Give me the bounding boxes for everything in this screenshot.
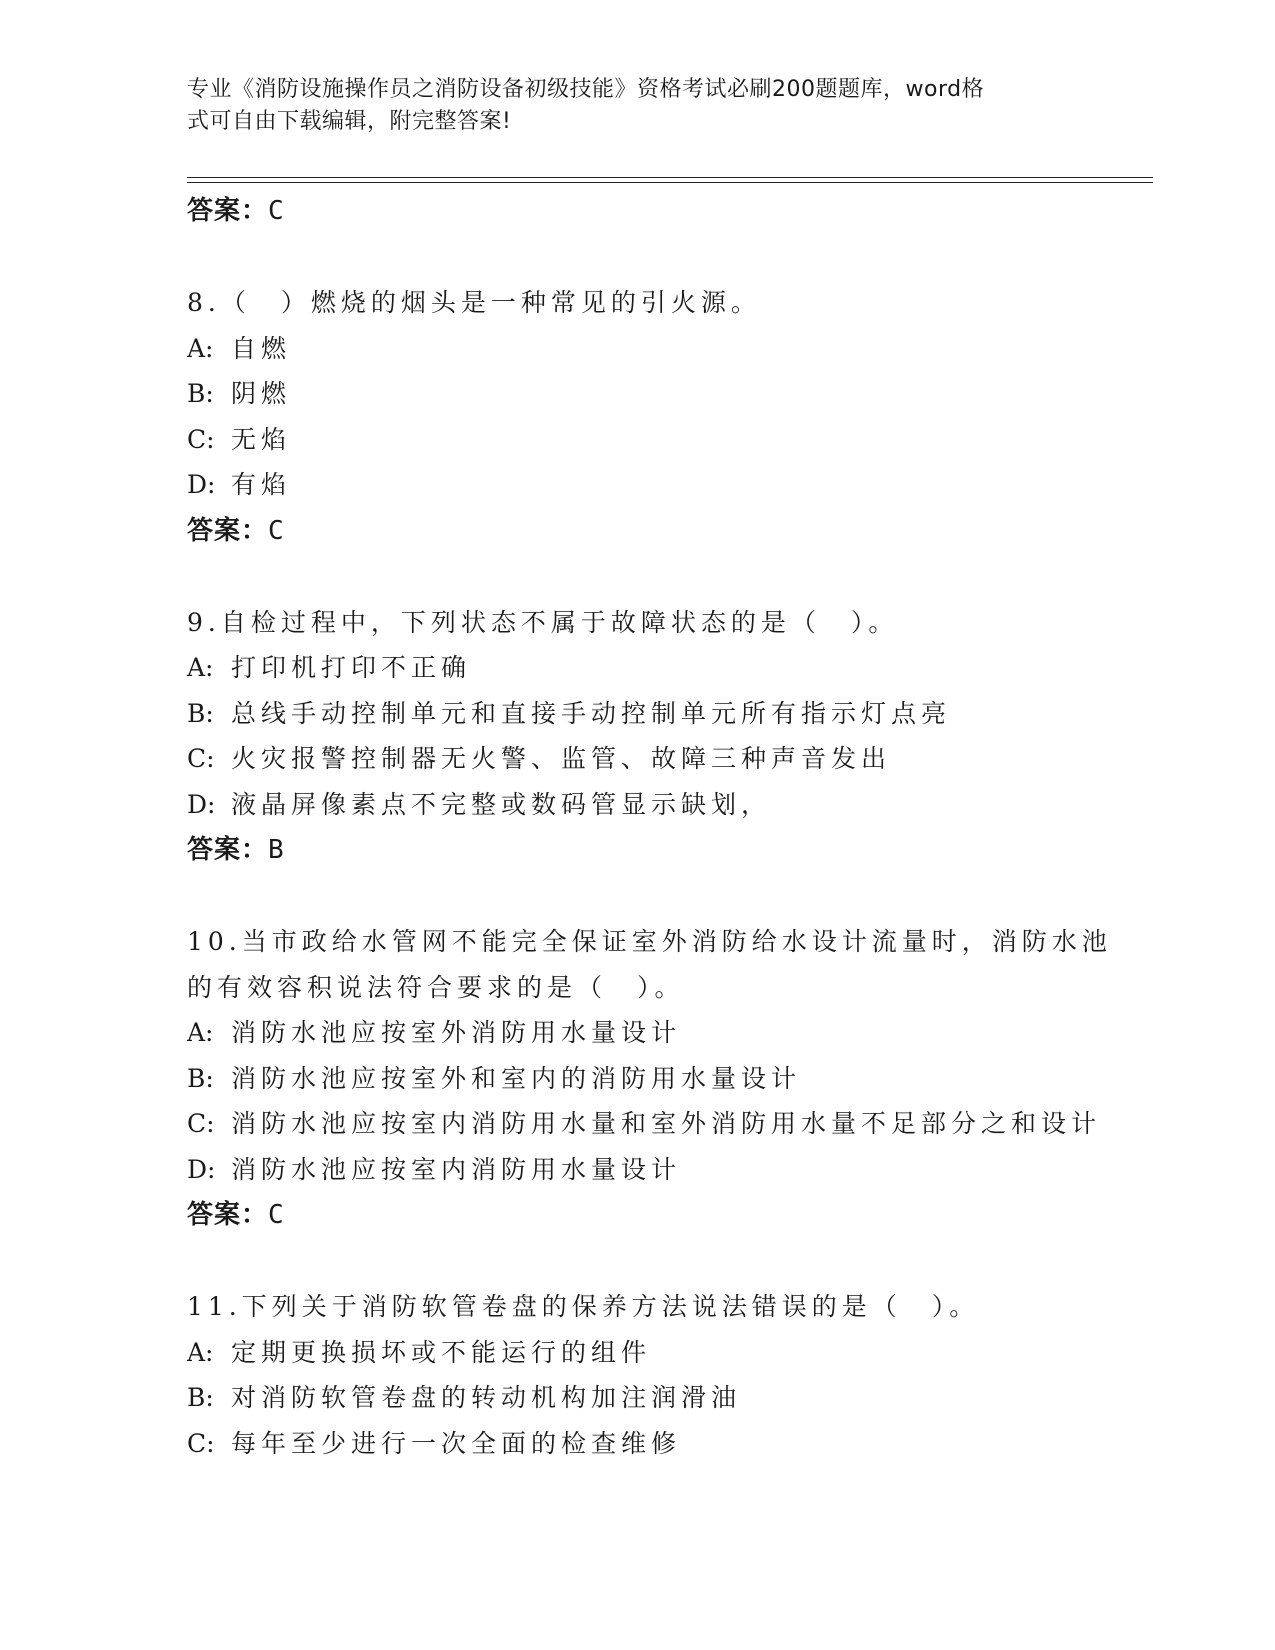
option-label: B:	[187, 1383, 214, 1412]
option-label: A:	[187, 333, 214, 363]
option-label: A:	[187, 1018, 214, 1047]
option-label: B:	[187, 379, 214, 408]
option-text: 消防水池应按室外消防用水量设计	[231, 1018, 682, 1047]
option-text: 液晶屏像素点不完整或数码管显示缺划，	[231, 789, 772, 819]
option-text: 火灾报警控制器无火警、监管、故障三种声音发出	[231, 744, 892, 773]
answer-key: C	[268, 1200, 285, 1230]
question-text: 9.自检过程中，下列状态不属于故障状态的是（ ）。	[187, 607, 899, 637]
option-label: C:	[187, 1428, 215, 1458]
option-text: 阴燃	[231, 379, 292, 408]
option-text: 消防水池应按室内消防用水量和室外消防用水量不足部分之和设计	[231, 1109, 1102, 1138]
option-label: A:	[187, 653, 214, 682]
option-label: B:	[187, 698, 214, 728]
option-label: A:	[187, 1337, 214, 1367]
option-item	[187, 1421, 1147, 1467]
option-item	[187, 1010, 1147, 1056]
document-header	[187, 74, 1067, 138]
question-text: 的有效容积说法符合要求的是（ ）。	[187, 972, 685, 1002]
option-text: 打印机打印不正确	[231, 653, 472, 682]
option-item	[187, 782, 1147, 828]
option-text: 总线手动控制单元和直接手动控制单元所有指示灯点亮	[231, 698, 952, 728]
option-label: D:	[187, 789, 216, 819]
option-text: 无焰	[231, 424, 292, 454]
option-label: B:	[187, 1063, 214, 1093]
option-item	[187, 371, 1147, 417]
option-label: C:	[187, 744, 215, 773]
question-block	[187, 280, 1147, 600]
answer-key: B	[268, 835, 285, 865]
option-item	[187, 326, 1147, 372]
header-divider-bottom	[187, 182, 1153, 183]
header-line-1: 专业《消防设施操作员之消防设备初级技能》资格考试必刷200题题库，word格	[187, 77, 985, 102]
option-item	[187, 645, 1147, 691]
option-item	[187, 736, 1147, 782]
header-divider-top	[187, 177, 1153, 178]
answer-prefix: 答案：	[187, 1200, 269, 1230]
option-item	[187, 1330, 1147, 1376]
option-text: 定期更换损坏或不能运行的组件	[231, 1337, 652, 1367]
option-label: C:	[187, 1109, 215, 1138]
option-label: D:	[187, 470, 216, 499]
option-label: C:	[187, 424, 215, 454]
option-item	[187, 462, 1147, 508]
answer-prefix: 答案：	[187, 835, 269, 865]
option-item	[187, 1375, 1147, 1421]
option-text: 自燃	[231, 333, 292, 363]
answer-key: C	[268, 196, 285, 226]
option-label: D:	[187, 1154, 216, 1184]
answer-line	[187, 827, 1147, 873]
question-text: 11.下列关于消防软管卷盘的保养方法说法错误的是（ ）。	[187, 1292, 980, 1321]
answer-prefix: 答案：	[187, 196, 269, 226]
answer-line	[187, 1192, 1147, 1238]
question-block	[187, 1284, 1147, 1466]
option-item	[187, 1101, 1147, 1147]
option-item	[187, 691, 1147, 737]
option-item	[187, 417, 1147, 463]
question-text: 8.（ ）燃烧的烟头是一种常见的引火源。	[187, 288, 761, 317]
answer-key: C	[268, 515, 285, 546]
option-text: 消防水池应按室内消防用水量设计	[231, 1154, 682, 1184]
option-text: 有焰	[231, 470, 292, 499]
option-text: 对消防软管卷盘的转动机构加注润滑油	[231, 1383, 742, 1412]
option-item	[187, 1056, 1147, 1102]
answer-prefix: 答案：	[187, 515, 269, 546]
question-text: 10.当市政给水管网不能完全保证室外消防给水设计流量时，消防水池	[187, 927, 1112, 956]
option-text: 消防水池应按室外和室内的消防用水量设计	[231, 1063, 802, 1093]
option-item	[187, 1147, 1147, 1193]
header-line-2: 式可自由下载编辑，附完整答案!	[187, 109, 512, 134]
question-block	[187, 600, 1147, 920]
question-block	[187, 919, 1147, 1284]
answer-line	[187, 508, 1147, 554]
option-text: 每年至少进行一次全面的检查维修	[231, 1428, 682, 1458]
question-list	[187, 188, 1147, 1466]
answer-line	[187, 188, 1147, 234]
